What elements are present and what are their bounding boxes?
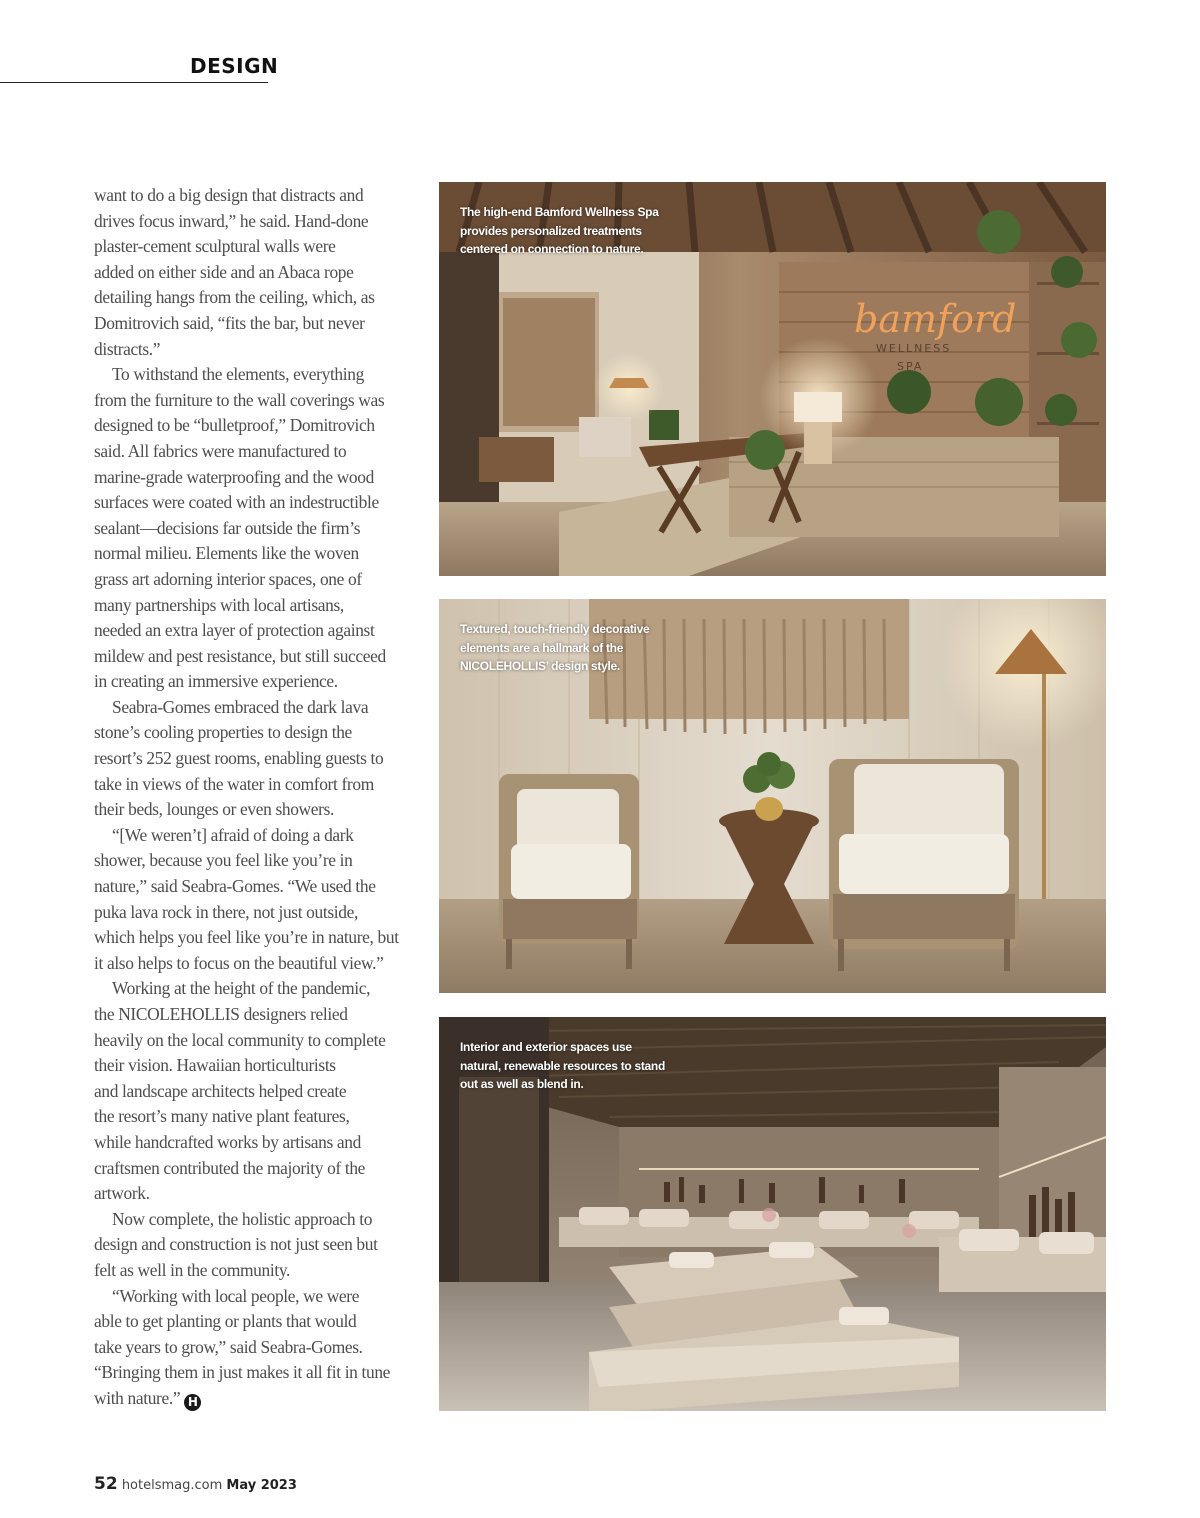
spa-sign-line1: WELLNESS — [876, 342, 952, 355]
body-line: “Working with local people, we were — [112, 1285, 360, 1306]
photo-relaxation-lounge — [439, 1017, 1106, 1411]
body-line: while handcrafted works by artisans and — [94, 1131, 361, 1152]
body-line: detailing hangs from the ceiling, which, as — [94, 287, 375, 308]
body-line: in creating an immersive experience. — [94, 671, 338, 692]
body-line: many partnerships with local artisans, — [94, 594, 344, 615]
body-line: craftsmen contributed the majority of the — [94, 1157, 366, 1178]
body-line: able to get planting or plants that would — [94, 1311, 357, 1332]
footer-issue-date: May 2023 — [226, 1478, 297, 1493]
photo-spa-reception — [439, 182, 1106, 576]
body-line-last — [94, 1386, 420, 1412]
body-line: Seabra-Gomes embraced the dark lava — [112, 696, 369, 717]
page-footer — [94, 1474, 297, 1494]
body-line: felt as well in the community. — [94, 1259, 291, 1280]
body-line: sealant—decisions far outside the firm’s — [94, 517, 361, 538]
body-line: artwork. — [94, 1183, 150, 1204]
body-line: their beds, lounges or even showers. — [94, 799, 334, 820]
spa-sign-brand: bamford — [854, 297, 1017, 341]
body-line: take years to grow,” said Seabra-Gomes. — [94, 1336, 363, 1357]
section-rule — [0, 82, 268, 83]
body-line: heavily on the local community to complete — [94, 1029, 386, 1050]
body-line: shower, because you feel like you’re in — [94, 850, 353, 871]
body-line: normal milieu. Elements like the woven — [94, 543, 359, 564]
body-line: it also helps to focus on the beautiful view.” — [94, 952, 384, 973]
body-line: which helps you feel like you’re in nature, but — [94, 927, 399, 948]
body-line: mildew and pest resistance, but still succeed — [94, 645, 386, 666]
body-line: needed an extra layer of protection against — [94, 620, 375, 641]
body-line: marine-grade waterproofing and the wood — [94, 466, 374, 487]
body-line: plaster-cement sculptural walls were — [94, 236, 336, 257]
body-line: the resort’s many native plant features, — [94, 1106, 350, 1127]
body-line: stone’s cooling properties to design the — [94, 722, 352, 743]
body-line: and landscape architects helped create — [94, 1080, 347, 1101]
page-number: 52 — [94, 1474, 118, 1494]
body-line: “Bringing them in just makes it all fit in tune — [94, 1362, 391, 1383]
body-line: design and construction is not just seen but — [94, 1234, 378, 1255]
photo-caption: Textured, touch-friendly decorative elements are a hallmark of the NICOLEHOLLIS’ design style. — [460, 622, 650, 673]
body-line: grass art adorning interior spaces, one of — [94, 568, 362, 589]
body-line: added on either side and an Abaca rope — [94, 261, 354, 282]
body-line: the NICOLEHOLLIS designers relied — [94, 1004, 348, 1024]
body-line: said. All fabrics were manufactured to — [94, 440, 347, 461]
body-line: their vision. Hawaiian horticulturists — [94, 1055, 336, 1076]
footer-site: hotelsmag.com — [121, 1478, 223, 1493]
body-line: “[We weren’t] afraid of doing a dark — [112, 824, 354, 845]
body-line: Domitrovich said, “fits the bar, but never — [94, 312, 365, 333]
photo-caption: The high-end Bamford Wellness Spa provides personalized treatments centered on connection to nature. — [460, 205, 659, 256]
end-mark-icon: H — [184, 1394, 201, 1411]
body-line: want to do a big design that distracts and — [94, 185, 364, 205]
body-line: nature,” said Seabra-Gomes. “We used the — [94, 876, 376, 897]
spa-sign-line2: SPA — [897, 360, 924, 373]
body-line: surfaces were coated with an indestructible — [94, 492, 379, 513]
body-line: distracts.” — [94, 338, 161, 359]
body-line: Working at the height of the pandemic, — [112, 978, 371, 999]
body-line: resort’s 252 guest rooms, enabling guests to — [94, 748, 384, 769]
body-line: from the furniture to the wall coverings was — [94, 389, 385, 410]
article-body — [94, 183, 420, 1412]
body-line: Now complete, the holistic approach to — [112, 1208, 373, 1229]
body-line: puka lava rock in there, not just outside, — [94, 901, 358, 922]
body-line: designed to be “bulletproof,” Domitrovich — [94, 415, 375, 436]
section-label: DESIGN — [190, 54, 279, 78]
photo-lounge-chairs — [439, 599, 1106, 993]
body-line: take in views of the water in comfort from — [94, 773, 374, 794]
body-line: drives focus inward,” he said. Hand-done — [94, 210, 369, 231]
photo-caption: Interior and exterior spaces use natural, renewable resources to stand out as well as blend in. — [460, 1040, 665, 1091]
body-line: To withstand the elements, everything — [112, 364, 364, 385]
body-line-text: with nature.” — [94, 1387, 181, 1408]
